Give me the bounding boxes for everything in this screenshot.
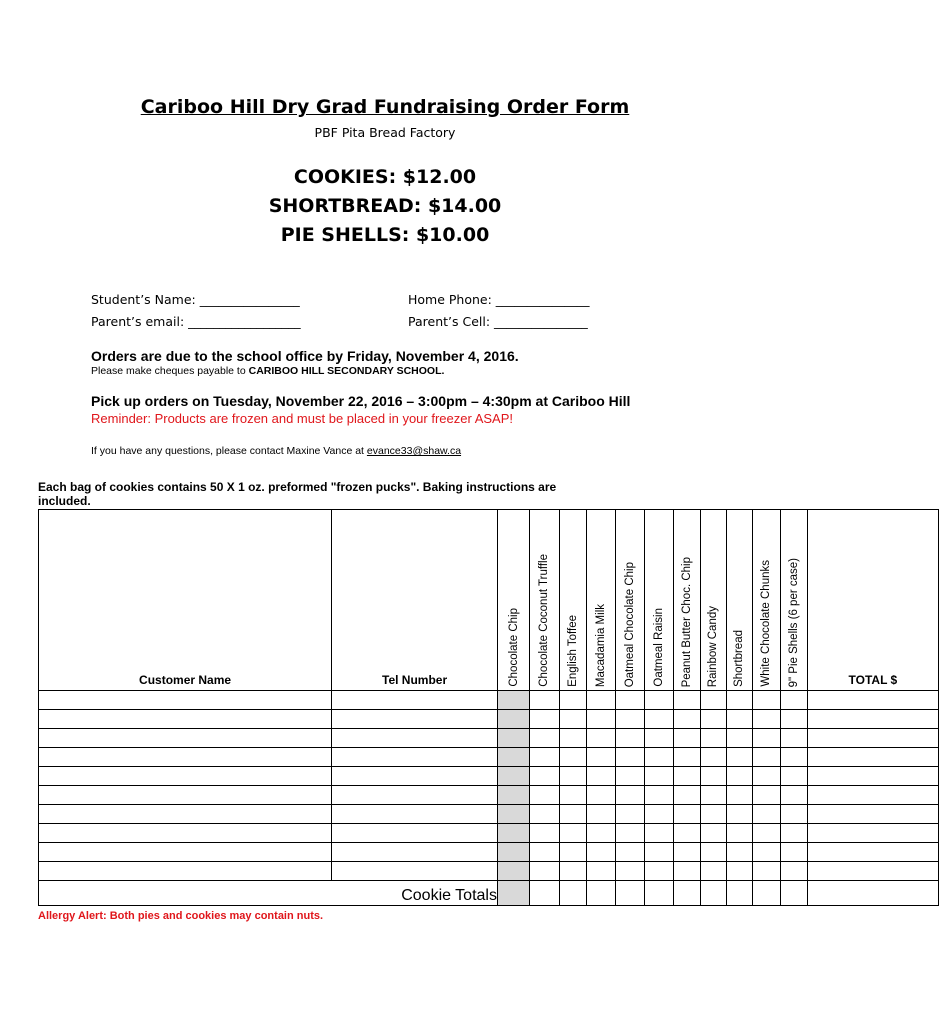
quantity-cell[interactable] bbox=[701, 691, 727, 710]
table-row bbox=[39, 729, 939, 748]
quantity-cell[interactable] bbox=[497, 862, 529, 881]
cookie-totals-label: Cookie Totals bbox=[39, 881, 498, 906]
tel-number-cell[interactable] bbox=[332, 843, 498, 862]
product-total-cell[interactable] bbox=[616, 881, 644, 906]
total-header: TOTAL $ bbox=[807, 510, 938, 691]
total-cell[interactable] bbox=[807, 862, 938, 881]
quantity-cell[interactable] bbox=[616, 729, 644, 748]
quantity-cell[interactable] bbox=[780, 843, 807, 862]
cookie-totals-row bbox=[39, 881, 939, 906]
product-total-cell[interactable] bbox=[780, 881, 807, 906]
quantity-cell[interactable] bbox=[586, 767, 616, 786]
quantity-cell[interactable] bbox=[726, 767, 752, 786]
quantity-cell[interactable] bbox=[752, 710, 780, 729]
product-total-cell[interactable] bbox=[674, 881, 701, 906]
quantity-cell[interactable] bbox=[616, 691, 644, 710]
product-header-shortbread bbox=[726, 510, 752, 691]
customer-name-cell[interactable] bbox=[39, 786, 332, 805]
quantity-cell[interactable] bbox=[726, 786, 752, 805]
quantity-cell[interactable] bbox=[530, 843, 560, 862]
quantity-cell[interactable] bbox=[644, 767, 674, 786]
tel-number-header: Tel Number bbox=[332, 510, 498, 691]
quantity-cell[interactable] bbox=[726, 805, 752, 824]
quantity-cell[interactable] bbox=[616, 805, 644, 824]
quantity-cell[interactable] bbox=[674, 767, 701, 786]
table-row bbox=[39, 843, 939, 862]
quantity-cell[interactable] bbox=[586, 710, 616, 729]
quantity-cell[interactable] bbox=[701, 824, 727, 843]
product-header-pie-shells bbox=[780, 510, 807, 691]
product-header-macadamia-milk bbox=[586, 510, 616, 691]
bag-note: Each bag of cookies contains 50 X 1 oz. preformed "frozen pucks". Baking instructions are included. bbox=[38, 480, 557, 508]
quantity-cell[interactable] bbox=[674, 748, 701, 767]
quantity-cell[interactable] bbox=[701, 748, 727, 767]
product-total-cell[interactable] bbox=[701, 881, 727, 906]
quantity-cell[interactable] bbox=[586, 805, 616, 824]
quantity-cell[interactable] bbox=[530, 710, 560, 729]
quantity-cell[interactable] bbox=[780, 824, 807, 843]
quantity-cell[interactable] bbox=[530, 824, 560, 843]
quantity-cell[interactable] bbox=[726, 824, 752, 843]
quantity-cell[interactable] bbox=[497, 729, 529, 748]
product-header-white-chocolate-chunks bbox=[752, 510, 780, 691]
quantity-cell[interactable] bbox=[701, 805, 727, 824]
quantity-cell[interactable] bbox=[644, 710, 674, 729]
price-cookies: COOKIES: $12.00 bbox=[293, 166, 477, 188]
quantity-cell[interactable] bbox=[780, 710, 807, 729]
quantity-cell[interactable] bbox=[586, 729, 616, 748]
quantity-cell[interactable] bbox=[559, 862, 586, 881]
product-label: Macadamia Milk bbox=[594, 603, 607, 687]
parent-email-field[interactable]: Parent’s email: __________________ bbox=[91, 314, 301, 329]
total-cell[interactable] bbox=[807, 691, 938, 710]
customer-name-cell[interactable] bbox=[39, 729, 332, 748]
cheque-prefix: Please make cheques payable to bbox=[91, 365, 249, 377]
quantity-cell[interactable] bbox=[497, 748, 529, 767]
table-row bbox=[39, 748, 939, 767]
table-row bbox=[39, 786, 939, 805]
product-total-cell[interactable] bbox=[586, 881, 616, 906]
quantity-cell[interactable] bbox=[701, 862, 727, 881]
cheque-payee: CARIBOO HILL SECONDARY SCHOOL. bbox=[248, 365, 445, 377]
quantity-cell[interactable] bbox=[616, 824, 644, 843]
quantity-cell[interactable] bbox=[530, 729, 560, 748]
tel-number-cell[interactable] bbox=[332, 767, 498, 786]
quantity-cell[interactable] bbox=[752, 729, 780, 748]
quantity-cell[interactable] bbox=[752, 748, 780, 767]
quantity-cell[interactable] bbox=[752, 767, 780, 786]
product-label: Peanut Butter Choc. Chip bbox=[681, 556, 694, 687]
product-total-cell[interactable] bbox=[530, 881, 560, 906]
tel-number-cell[interactable] bbox=[332, 805, 498, 824]
quantity-cell[interactable] bbox=[644, 786, 674, 805]
product-total-cell[interactable] bbox=[752, 881, 780, 906]
quantity-cell[interactable] bbox=[559, 748, 586, 767]
quantity-cell[interactable] bbox=[559, 805, 586, 824]
quantity-cell[interactable] bbox=[726, 748, 752, 767]
form-title: Cariboo Hill Dry Grad Fundraising Order Form bbox=[140, 96, 630, 118]
quantity-cell[interactable] bbox=[497, 767, 529, 786]
form-subtitle: PBF Pita Bread Factory bbox=[314, 125, 456, 140]
product-label: English Toffee bbox=[566, 615, 579, 687]
quantity-cell[interactable] bbox=[752, 691, 780, 710]
quantity-cell[interactable] bbox=[752, 786, 780, 805]
order-table bbox=[38, 509, 939, 906]
quantity-cell[interactable] bbox=[616, 843, 644, 862]
cheque-notice bbox=[91, 365, 444, 377]
quantity-cell[interactable] bbox=[701, 843, 727, 862]
product-header-chocolate-chip bbox=[497, 510, 529, 691]
quantity-cell[interactable] bbox=[726, 710, 752, 729]
tel-number-cell[interactable] bbox=[332, 729, 498, 748]
total-cell[interactable] bbox=[807, 748, 938, 767]
quantity-cell[interactable] bbox=[726, 862, 752, 881]
quantity-cell[interactable] bbox=[780, 767, 807, 786]
quantity-cell[interactable] bbox=[701, 767, 727, 786]
total-cell[interactable] bbox=[807, 805, 938, 824]
quantity-cell[interactable] bbox=[752, 805, 780, 824]
quantity-cell[interactable] bbox=[780, 748, 807, 767]
quantity-cell[interactable] bbox=[726, 729, 752, 748]
product-label: Chocolate Chip bbox=[507, 608, 520, 687]
table-row bbox=[39, 710, 939, 729]
customer-name-cell[interactable] bbox=[39, 824, 332, 843]
quantity-cell[interactable] bbox=[780, 729, 807, 748]
quantity-cell[interactable] bbox=[644, 824, 674, 843]
quantity-cell[interactable] bbox=[726, 691, 752, 710]
tel-number-cell[interactable] bbox=[332, 786, 498, 805]
product-header-rainbow-candy bbox=[701, 510, 727, 691]
quantity-cell[interactable] bbox=[674, 862, 701, 881]
quantity-cell[interactable] bbox=[497, 805, 529, 824]
table-row bbox=[39, 691, 939, 710]
product-header-english-toffee bbox=[559, 510, 586, 691]
tel-number-cell[interactable] bbox=[332, 710, 498, 729]
customer-name-cell[interactable] bbox=[39, 767, 332, 786]
grand-total-cell[interactable] bbox=[807, 881, 938, 906]
quantity-cell[interactable] bbox=[726, 843, 752, 862]
quantity-cell[interactable] bbox=[644, 748, 674, 767]
table-row bbox=[39, 824, 939, 843]
quantity-cell[interactable] bbox=[497, 691, 529, 710]
price-pie-shells: PIE SHELLS: $10.00 bbox=[280, 224, 490, 246]
freezer-reminder: Reminder: Products are frozen and must be placed in your freezer ASAP! bbox=[91, 411, 513, 426]
quantity-cell[interactable] bbox=[644, 862, 674, 881]
pickup-notice: Pick up orders on Tuesday, November 22, 2016 – 3:00pm – 4:30pm at Cariboo Hill bbox=[91, 393, 631, 409]
quantity-cell[interactable] bbox=[559, 824, 586, 843]
quantity-cell[interactable] bbox=[780, 805, 807, 824]
quantity-cell[interactable] bbox=[586, 786, 616, 805]
table-header-row bbox=[39, 510, 939, 691]
quantity-cell[interactable] bbox=[616, 786, 644, 805]
quantity-cell[interactable] bbox=[644, 729, 674, 748]
quantity-cell[interactable] bbox=[752, 824, 780, 843]
total-cell[interactable] bbox=[807, 824, 938, 843]
total-cell[interactable] bbox=[807, 767, 938, 786]
quantity-cell[interactable] bbox=[752, 843, 780, 862]
product-label: Rainbow Candy bbox=[707, 605, 720, 687]
quantity-cell[interactable] bbox=[616, 862, 644, 881]
quantity-cell[interactable] bbox=[644, 691, 674, 710]
customer-name-cell[interactable] bbox=[39, 748, 332, 767]
quantity-cell[interactable] bbox=[530, 862, 560, 881]
quantity-cell[interactable] bbox=[530, 786, 560, 805]
customer-name-cell[interactable] bbox=[39, 843, 332, 862]
total-cell[interactable] bbox=[807, 843, 938, 862]
quantity-cell[interactable] bbox=[530, 691, 560, 710]
price-shortbread: SHORTBREAD: $14.00 bbox=[268, 195, 502, 217]
table-row bbox=[39, 767, 939, 786]
quantity-cell[interactable] bbox=[586, 843, 616, 862]
product-label: White Chocolate Chunks bbox=[760, 560, 773, 687]
quantity-cell[interactable] bbox=[586, 862, 616, 881]
quantity-cell[interactable] bbox=[674, 691, 701, 710]
contact-prefix: If you have any questions, please contact Maxine Vance at bbox=[91, 445, 367, 457]
quantity-cell[interactable] bbox=[701, 729, 727, 748]
quantity-cell[interactable] bbox=[559, 786, 586, 805]
quantity-cell[interactable] bbox=[586, 748, 616, 767]
quantity-cell[interactable] bbox=[674, 843, 701, 862]
quantity-cell[interactable] bbox=[559, 767, 586, 786]
quantity-cell[interactable] bbox=[530, 748, 560, 767]
product-total-cell[interactable] bbox=[497, 881, 529, 906]
product-total-cell[interactable] bbox=[644, 881, 674, 906]
quantity-cell[interactable] bbox=[586, 691, 616, 710]
product-total-cell[interactable] bbox=[726, 881, 752, 906]
quantity-cell[interactable] bbox=[497, 843, 529, 862]
product-label: Shortbread bbox=[733, 630, 746, 687]
quantity-cell[interactable] bbox=[644, 843, 674, 862]
customer-name-cell[interactable] bbox=[39, 710, 332, 729]
quantity-cell[interactable] bbox=[616, 710, 644, 729]
product-header-oatmeal-raisin bbox=[644, 510, 674, 691]
quantity-cell[interactable] bbox=[701, 786, 727, 805]
quantity-cell[interactable] bbox=[497, 824, 529, 843]
tel-number-cell[interactable] bbox=[332, 691, 498, 710]
quantity-cell[interactable] bbox=[674, 710, 701, 729]
quantity-cell[interactable] bbox=[674, 805, 701, 824]
quantity-cell[interactable] bbox=[559, 843, 586, 862]
contact-email-link[interactable]: evance33@shaw.ca bbox=[366, 445, 462, 457]
table-row bbox=[39, 862, 939, 881]
product-label: Oatmeal Raisin bbox=[652, 608, 665, 687]
contact-notice bbox=[91, 445, 461, 457]
quantity-cell[interactable] bbox=[780, 691, 807, 710]
tel-number-cell[interactable] bbox=[332, 862, 498, 881]
quantity-cell[interactable] bbox=[586, 824, 616, 843]
quantity-cell[interactable] bbox=[497, 786, 529, 805]
customer-name-header: Customer Name bbox=[39, 510, 332, 691]
total-cell[interactable] bbox=[807, 786, 938, 805]
tel-number-cell[interactable] bbox=[332, 748, 498, 767]
customer-name-cell[interactable] bbox=[39, 691, 332, 710]
quantity-cell[interactable] bbox=[530, 805, 560, 824]
product-total-cell[interactable] bbox=[559, 881, 586, 906]
quantity-cell[interactable] bbox=[752, 862, 780, 881]
product-label: Chocolate Coconut Truffle bbox=[538, 554, 551, 687]
quantity-cell[interactable] bbox=[530, 767, 560, 786]
total-cell[interactable] bbox=[807, 710, 938, 729]
home-phone-field[interactable]: Home Phone: _______________ bbox=[408, 292, 590, 307]
quantity-cell[interactable] bbox=[559, 691, 586, 710]
quantity-cell[interactable] bbox=[559, 729, 586, 748]
quantity-cell[interactable] bbox=[644, 805, 674, 824]
quantity-cell[interactable] bbox=[559, 710, 586, 729]
quantity-cell[interactable] bbox=[497, 710, 529, 729]
allergy-alert: Allergy Alert: Both pies and cookies may contain nuts. bbox=[38, 910, 324, 922]
quantity-cell[interactable] bbox=[780, 862, 807, 881]
product-label: 9" Pie Shells (6 per case) bbox=[787, 557, 800, 687]
product-header-oatmeal-chocolate-chip bbox=[616, 510, 644, 691]
table-row bbox=[39, 805, 939, 824]
due-notice: Orders are due to the school office by Friday, November 4, 2016. bbox=[91, 348, 519, 364]
product-header-peanut-butter-choc-chip bbox=[674, 510, 701, 691]
student-name-field[interactable]: Student’s Name: ________________ bbox=[91, 292, 300, 307]
quantity-cell[interactable] bbox=[616, 767, 644, 786]
customer-name-cell[interactable] bbox=[39, 805, 332, 824]
product-header-chocolate-coconut-truffle bbox=[530, 510, 560, 691]
quantity-cell[interactable] bbox=[701, 710, 727, 729]
quantity-cell[interactable] bbox=[674, 729, 701, 748]
tel-number-cell[interactable] bbox=[332, 824, 498, 843]
customer-name-cell[interactable] bbox=[39, 862, 332, 881]
product-label: Oatmeal Chocolate Chip bbox=[623, 561, 636, 687]
quantity-cell[interactable] bbox=[674, 786, 701, 805]
total-cell[interactable] bbox=[807, 729, 938, 748]
quantity-cell[interactable] bbox=[780, 786, 807, 805]
parent-cell-field[interactable]: Parent’s Cell: _______________ bbox=[408, 314, 588, 329]
quantity-cell[interactable] bbox=[616, 748, 644, 767]
quantity-cell[interactable] bbox=[674, 824, 701, 843]
